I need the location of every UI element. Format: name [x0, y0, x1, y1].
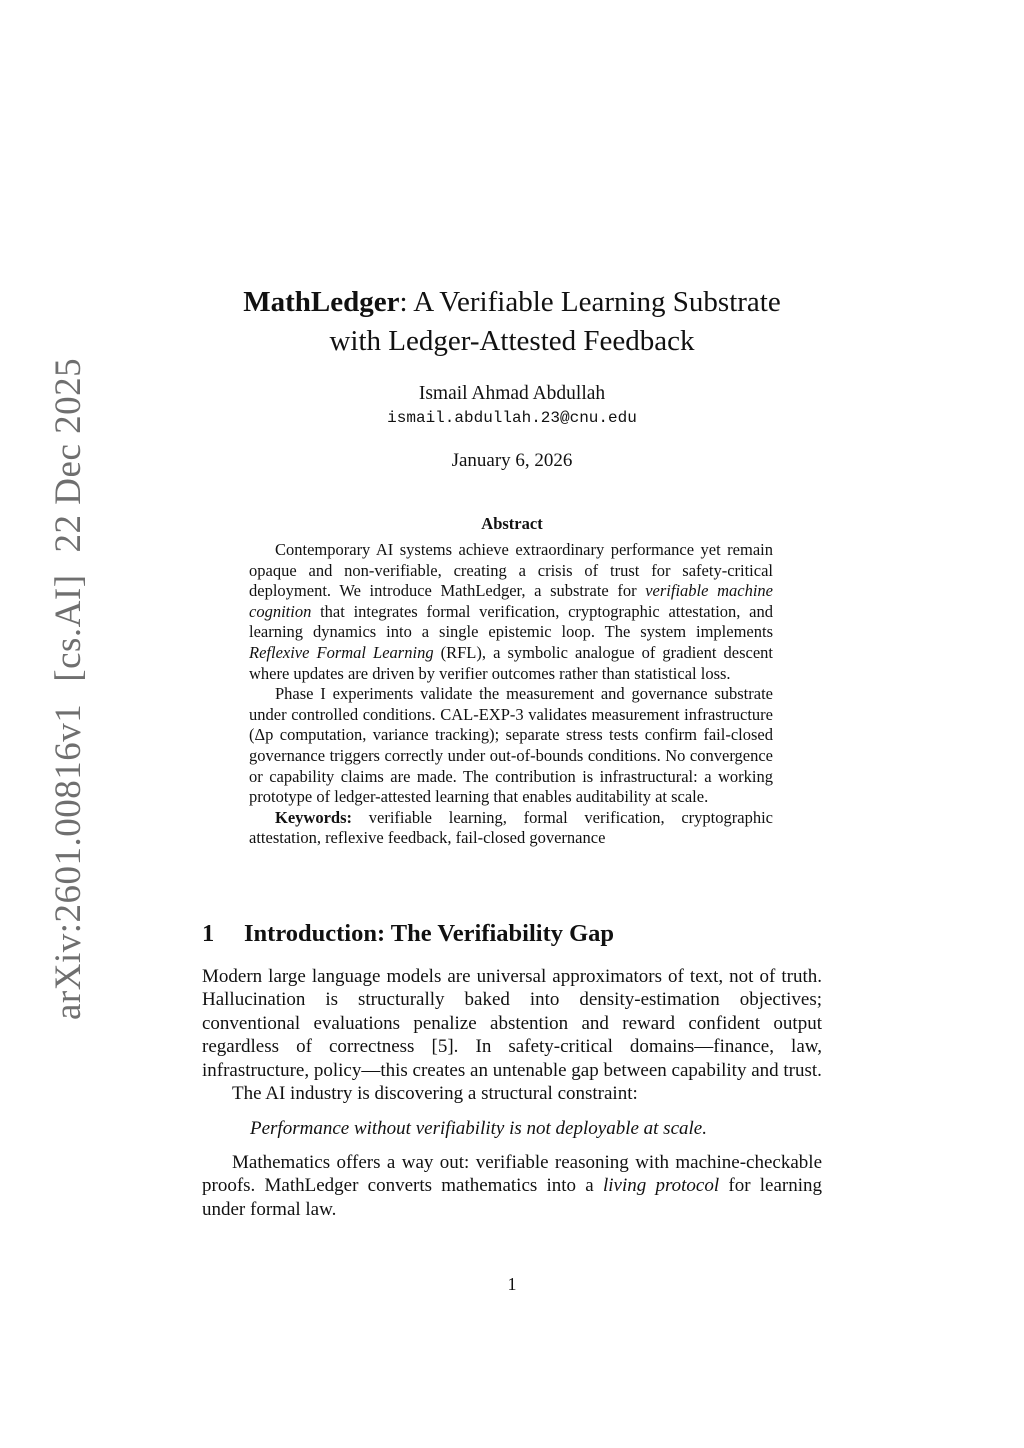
delta-p-symbol: Δp	[254, 725, 274, 745]
title-line1-rest: : A Verifiable Learning Substrate	[399, 286, 781, 318]
abstract-paragraph-2: Phase I experiments validate the measurement and governance substrate under controlled conditions. CAL-EXP-3 validates measurement infrastructure (Δp computation, variance tracking); separate stress tests confirm fail-closed governance triggers correctly under out-of-bounds conditions. No convergence or capability claims are made. The contribution is infrastructural: a working prototype of ledger-attested learning that enables auditability at scale.	[249, 684, 773, 807]
body-paragraph-2: The AI industry is discovering a structural constraint:	[232, 1083, 638, 1105]
title-line2: with Ledger-Attested Feedback	[329, 325, 695, 357]
body-paragraph-1: Modern large language models are universal approximators of text, not of truth. Hallucination is structurally baked into density-estimation objectives; conventional evaluations penalize abstention and reward confident output regardless of correctness [5]. In safety-critical domains—finance, law, infrastructure, policy—this creates an untenable gap between capability and trust.	[202, 966, 822, 1081]
body-paragraph-3: Mathematics offers a way out: verifiable reasoning with machine-checkable proofs. MathLedger converts mathematics into a living protocol for learning under formal law.	[202, 1151, 823, 1220]
arxiv-date: 22 Dec 2025	[48, 357, 89, 553]
abstract-heading: Abstract	[481, 514, 543, 533]
emphasis-living-protocol: living protocol	[602, 1175, 720, 1197]
paper-date: January 6, 2026	[451, 450, 573, 471]
section-title: Introduction: The Verifiability Gap	[244, 920, 615, 947]
keywords-list: verifiable learning, formal verification, cryptographic attestation, reflexive feedback, fail-closed governance	[249, 807, 773, 848]
arxiv-category: [cs.AI]	[48, 574, 89, 682]
emphasis-verifiable-cognition: verifiable machine cognition	[249, 581, 773, 621]
abstract-body	[249, 540, 773, 849]
section-body	[202, 965, 822, 1221]
body-quote: Performance without verifiability is not deployable at scale.	[250, 1118, 707, 1140]
keywords	[249, 808, 773, 849]
section-heading	[202, 920, 614, 948]
title-name: MathLedger	[243, 286, 400, 318]
section-number: 1	[202, 920, 215, 947]
author-name: Ismail Ahmad Abdullah	[418, 383, 606, 404]
paper-title	[130, 283, 894, 361]
keywords-label: Keywords:	[275, 807, 352, 827]
author-email[interactable]: ismail.abdullah.23@cnu.edu	[387, 409, 637, 427]
arxiv-id[interactable]: arXiv:2601.00816v1	[48, 703, 89, 1020]
abstract-paragraph-1: Contemporary AI systems achieve extraordinary performance yet remain opaque and non-verifiable, creating a crisis of trust for safety-critical deployment. We introduce MathLedger, a substrate for verifiable machine cognition that integrates formal verification, cryptographic attestation, and learning dynamics into a single epistemic loop. The system implements Reflexive Formal Learning (RFL), a symbolic analogue of gradient descent where updates are driven by verifier outcomes rather than statistical loss.	[249, 540, 773, 683]
emphasis-rfl: Reflexive Formal Learning	[249, 642, 434, 662]
page-number: 1	[507, 1274, 517, 1294]
